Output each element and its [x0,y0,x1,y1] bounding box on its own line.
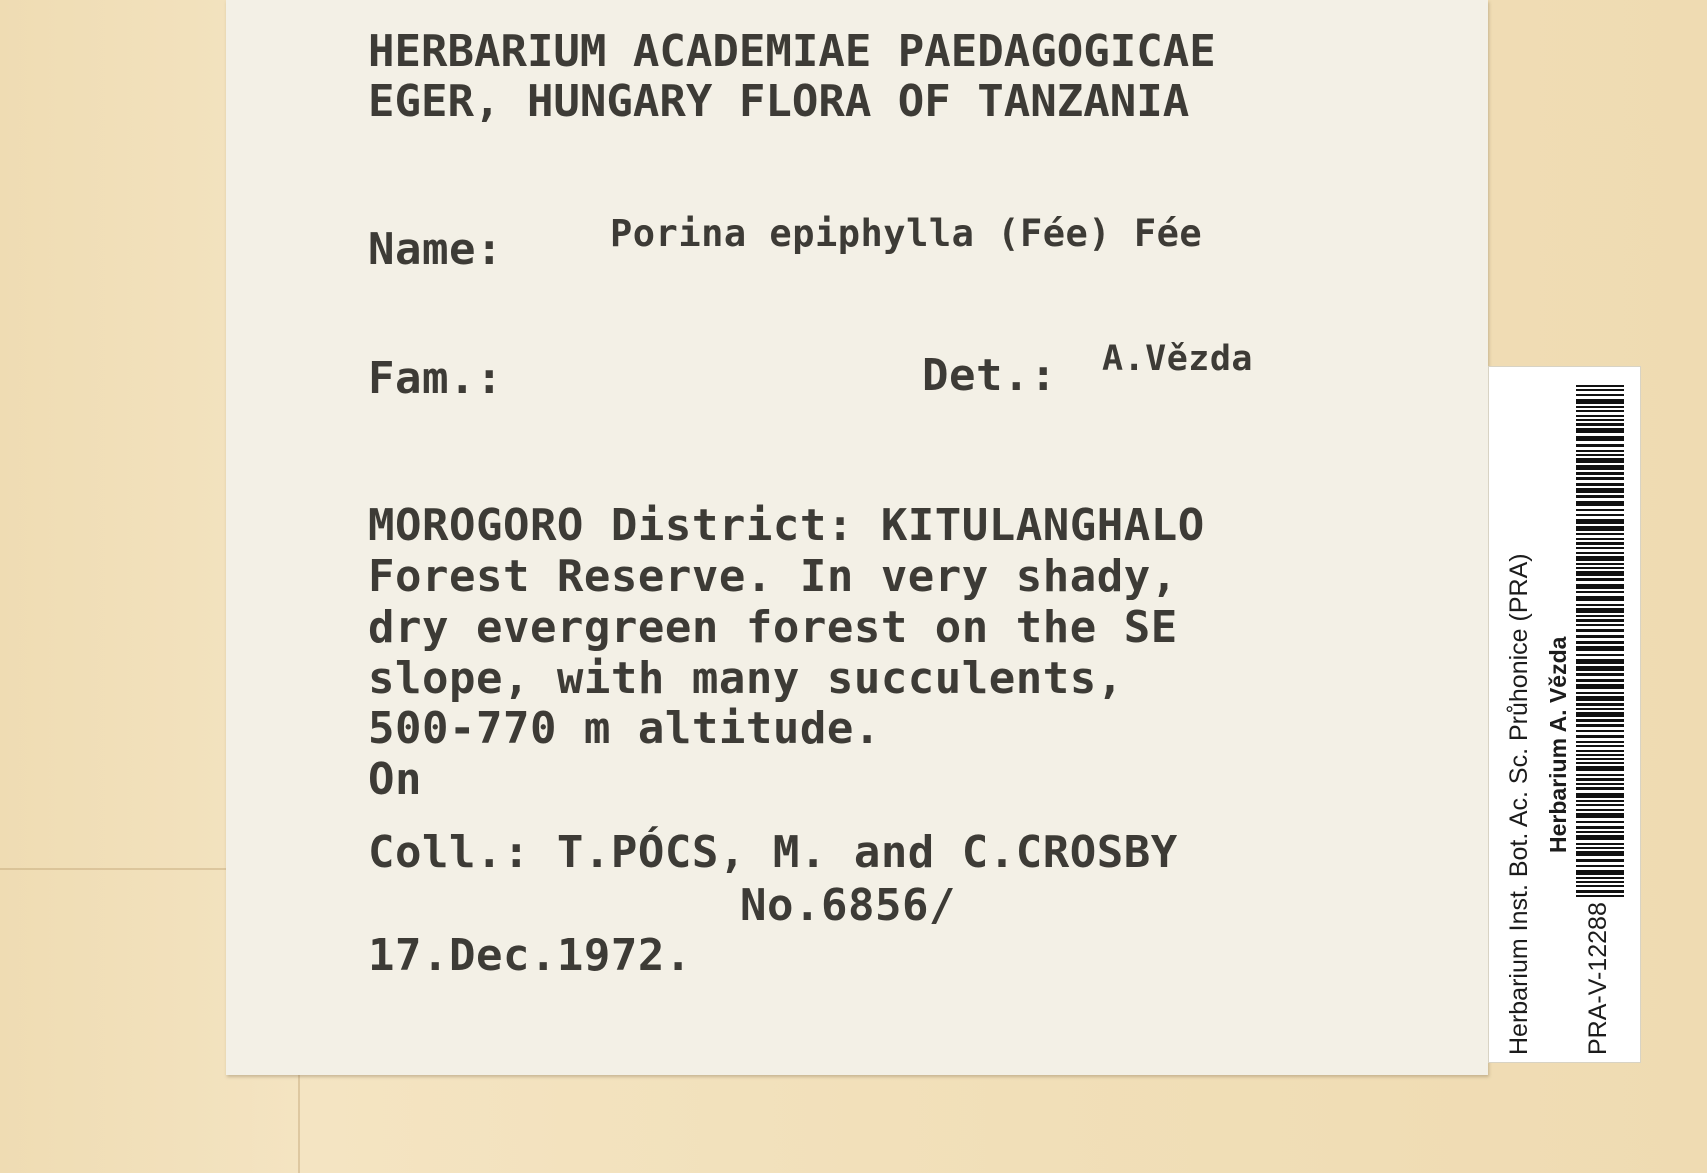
locality-line: dry evergreen forest on the SE [368,602,1178,653]
herbarium-stamp [1488,366,1641,1063]
label-header-line-2: EGER, HUNGARY FLORA OF TANZANIA [368,76,1190,127]
taxon-name: Porina epiphylla (Fée) Fée [610,212,1203,255]
name-field-label: Name: [368,224,503,275]
determiner-field-label: Det.: [922,350,1057,401]
collector-line: Coll.: T.PÓCS, M. and C.CROSBY [368,827,1178,878]
sheet-fold-line-vertical [298,1075,300,1173]
catalog-number: PRA-V-12288 [1584,902,1612,1055]
barcode-icon [1576,385,1624,897]
locality-line: Forest Reserve. In very shady, [368,551,1178,602]
institution-name: Herbarium Inst. Bot. Ac. Sc. Průhonice (PRA) [1505,553,1533,1055]
locality-line: 500-770 m altitude. [368,703,881,754]
collection-date: 17.Dec.1972. [368,930,692,981]
label-header-line-1: HERBARIUM ACADEMIAE PAEDAGOGICAE [368,26,1216,77]
locality-line: slope, with many succulents, [368,653,1124,704]
locality-line: On [368,754,422,805]
collection-number: No.6856/ [740,880,956,931]
sheet-fold-line-horizontal [0,868,226,870]
determiner-name: A.Vězda [1102,339,1254,379]
locality-line: MOROGORO District: KITULANGHALO [368,500,1205,551]
family-field-label: Fam.: [368,353,503,404]
herbarium-name: Herbarium A. Vězda [1545,636,1571,853]
